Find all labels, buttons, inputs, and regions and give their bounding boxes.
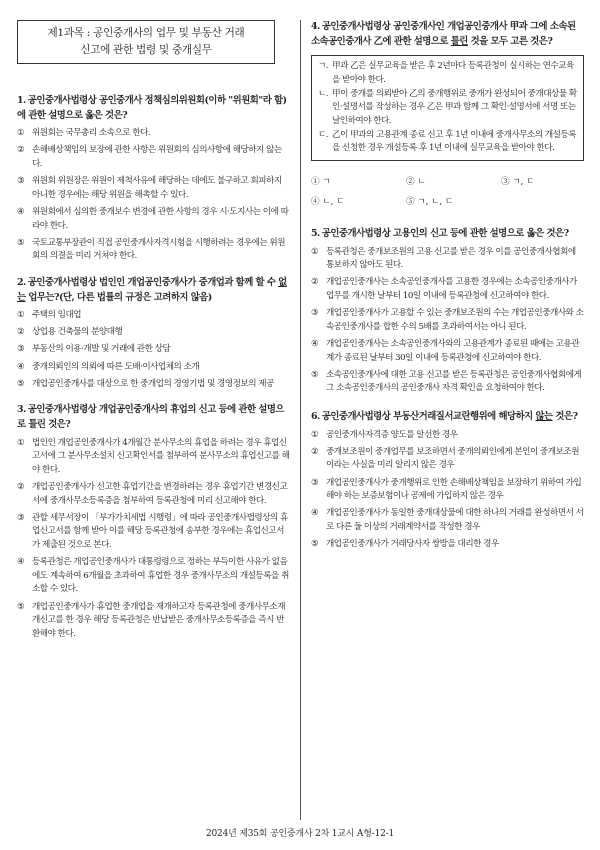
option[interactable]: ① 법인인 개업공인중개사가 4개월간 분사무소의 휴업을 하려는 경우 휴업신고서에 그 분사무소설치 신고확인서를 첨부하여 분사무소의 휴업신고를 해야 한다. <box>17 437 290 475</box>
option[interactable]: ① 등록관청은 중개보조원의 고용 신고를 받은 경우 이를 공인중개사협회에 통보하지 않아도 된다. <box>311 246 576 271</box>
option[interactable]: ⑤ 개업공인중개사를 대상으로 한 중개업의 경영기법 및 경영정보의 제공 <box>17 378 274 389</box>
option[interactable]: ③ 위원회 위원장은 위원이 제척사유에 해당하는 데에도 불구하고 회피하지 아니한 경우에는 해당 위원을 해촉할 수 있다. <box>17 176 282 200</box>
option[interactable]: ⑤ 개업공인중개사가 거래당사자 쌍방을 대리한 경우 <box>311 539 499 550</box>
question-2-options <box>17 309 290 391</box>
option[interactable]: ④ 중개의뢰인의 의뢰에 따른 도배·이사업체의 소개 <box>17 361 200 372</box>
question-6-title: 6. 공인중개사법령상 부동산거래질서교란행위에 해당하지 않는 것은? <box>311 411 578 423</box>
question-4-choices <box>311 175 584 207</box>
question-6-options <box>311 429 584 552</box>
question-1-title: 1. 공인중개사법령상 공인중개사 정책심의위원회(이하 "위원회"라 함)에 관한 설명으로 옳은 것은? <box>17 95 287 121</box>
question-2-title: 2. 공인중개사법령상 법인인 개업공인중개사가 중개업과 함께 할 수 없는 업무는?(단, 다른 법률의 규정은 고려하지 않음) <box>17 276 287 303</box>
subject-line-2: 신고에 관한 법령 및 중개실무 <box>80 44 212 56</box>
statement-item: ㄴ. 甲이 중개를 의뢰받아 乙의 중개행위로 중개가 완성되어 중개대상물 확인·설명서를 작성하는 경우 乙은 甲과 함께 그 확인·설명서에 서명 또는 날인하여야 한다. <box>318 88 577 126</box>
statement-item: ㄱ. 甲과 乙은 실무교육을 받은 후 2년마다 등록관청이 실시하는 연수교육을 받아야 한다. <box>318 61 574 85</box>
question-3 <box>17 403 290 641</box>
option[interactable]: ⑤ 국토교통부장관이 직접 공인중개사자격시험을 시행하려는 경우에는 위원회의 의결을 미리 거쳐야 한다. <box>17 237 286 262</box>
right-column <box>311 20 584 555</box>
page-footer: 2024년 제35회 공인중개사 2차 1교시 A형-12-1 <box>205 829 394 839</box>
option[interactable]: ⑤ 개업공인중개사가 휴업한 중개업을 재개하고자 등록관청에 중개사무소재개신고를 한 경우 해당 등록관청은 반납받은 중개사무소등록증을 즉시 반환해야 한다. <box>17 601 286 639</box>
option[interactable]: ① 주택의 임대업 <box>17 310 82 321</box>
question-2 <box>17 276 290 392</box>
option[interactable]: ④ 개업공인중개사가 동일한 중개대상물에 대한 하나의 거래를 완성하면서 서로 다른 둘 이상의 거래계약서를 작성한 경우 <box>311 508 584 532</box>
column-divider <box>300 20 301 820</box>
option[interactable]: ③ 관할 세무서장이 「부가가치세법 시행령」에 따라 공인중개사법령상의 휴업신고서를 함께 받아 이를 해당 등록관청에 송부한 경우에는 휴업신고서가 제출된 것으로 본다. <box>17 512 288 550</box>
choice[interactable]: ① ㄱ <box>311 177 331 188</box>
left-column <box>17 20 290 645</box>
option[interactable]: ③ 부동산의 이용·개발 및 거래에 관한 상담 <box>17 344 171 355</box>
choice[interactable]: ⑤ ㄱ, ㄴ, ㄷ <box>406 197 454 208</box>
option[interactable]: ② 중개보조원이 중개업무를 보조하면서 중개의뢰인에게 본인이 중개보조원이라는 사실을 미리 알리지 않은 경우 <box>311 446 580 471</box>
option[interactable]: ② 손해배상책임의 보장에 관한 사항은 위원회의 심의사항에 해당하지 않는다. <box>17 145 282 169</box>
option[interactable]: ① 공인중개사자격증 양도를 알선한 경우 <box>311 429 458 440</box>
choice[interactable]: ④ ㄴ, ㄷ <box>311 197 345 208</box>
question-5-title: 5. 공인중개사법령상 고용인의 신고 등에 관한 설명으로 옳은 것은? <box>311 228 569 240</box>
option[interactable]: ⑤ 소속공인중개사에 대한 고용 신고를 받은 등록관청은 공인중개사협회에게 그 소속공인중개사의 공인중개사 자격 확인을 요청하여야 한다. <box>311 369 582 394</box>
option[interactable]: ② 개업공인중개사가 신고한 휴업기간을 변경하려는 경우 휴업기간 변경신고서에 중개사무소등록증을 첨부하여 등록관청에 미리 신고해야 한다. <box>17 482 288 506</box>
question-5-options <box>311 246 584 396</box>
option[interactable]: ② 개업공인중개사는 소속공인중개사를 고용한 경우에는 소속공인중개사가 업무를 개시한 날부터 10일 이내에 등록관청에 신고하여야 한다. <box>311 277 577 302</box>
statement-item: ㄷ. 乙이 甲과의 고용관계 종료 신고 후 1년 이내에 중개사무소의 개설등록을 신청한 경우 개설등록 후 1년 이내에 실무교육을 받아야 한다. <box>318 129 577 154</box>
choice[interactable]: ② ㄴ <box>406 177 426 188</box>
option[interactable]: ③ 개업공인중개사가 고용할 수 있는 중개보조원의 수는 개업공인중개사와 소속공인중개사를 합한 수의 5배를 초과하여서는 아니 된다. <box>311 308 584 332</box>
subject-line-1: 제1과목 : 공인중개사의 업무 및 부동산 거래 <box>47 27 245 39</box>
question-1-options <box>17 127 290 264</box>
subject-header <box>17 20 275 64</box>
question-4 <box>311 20 584 207</box>
question-4-title: 4. 공인중개사법령상 공인중개사인 개업공인중개사 甲과 그에 소속된 소속공인중개사 乙에 관한 설명으로 틀린 것을 모두 고른 것은? <box>311 21 576 47</box>
option[interactable]: ③ 개업공인중개사가 중개행위로 인한 손해배상책임을 보장하기 위하여 가입해야 하는 보증보험이나 공제에 가입하지 않은 경우 <box>311 477 582 502</box>
question-3-title: 3. 공인중개사법령상 개업공인중개사의 휴업의 신고 등에 관한 설명으로 틀린 것은? <box>17 404 284 431</box>
option[interactable]: ④ 위원회에서 심의한 중개보수 변경에 관한 사항의 경우 시·도지사는 이에 따라야 한다. <box>17 206 289 231</box>
question-6 <box>311 410 584 552</box>
choice[interactable]: ③ ㄱ, ㄷ <box>501 177 535 188</box>
question-3-options <box>17 437 290 642</box>
question-1 <box>17 94 290 264</box>
question-5 <box>311 227 584 396</box>
option[interactable]: ① 위원회는 국무총리 소속으로 한다. <box>17 128 151 139</box>
option[interactable]: ④ 개업공인중개사는 소속공인중개사와의 고용관계가 종료된 때에는 고용관계가 종료된 날부터 30일 이내에 등록관청에 신고하여야 한다. <box>311 339 580 363</box>
option[interactable]: ② 상업용 건축물의 분양대행 <box>17 327 123 338</box>
statement-box <box>311 55 584 161</box>
option[interactable]: ④ 등록관청은 개업공인중개사가 대통령령으로 정하는 부득이한 사유가 없음에도 계속하여 6개월을 초과하여 휴업한 경우 중개사무소의 개설등록을 취소할 수 있다. <box>17 557 289 595</box>
